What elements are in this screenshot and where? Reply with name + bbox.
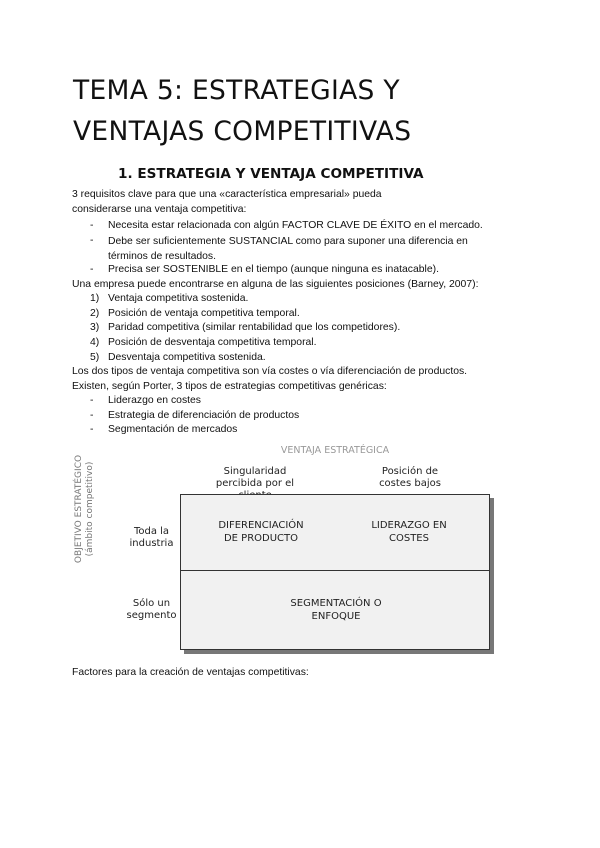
intro-paragraph: 3 requisitos clave para que una «característica empresarial» pueda considerarse una ventaja competitiva: [72, 189, 382, 215]
bullet-dash: - [90, 264, 94, 275]
strategy-1: Liderazgo en costes [108, 395, 201, 406]
column-header-uniqueness: Singularidad percibida por el [215, 466, 295, 489]
position-4: Posición de desventaja competitiva temporal. [108, 337, 317, 348]
position-1: Ventaja competitiva sostenida. [108, 293, 249, 304]
position-number: 2) [90, 308, 100, 319]
requirement-1: Necesita estar relacionada con algún FACTOR CLAVE DE ÉXITO en el mercado. [108, 220, 483, 231]
positions-intro: Una empresa puede encontrarse en alguna de las siguientes posiciones (Barney, 2007): [72, 279, 479, 290]
title-line-2: VENTAJAS COMPETITIVAS [73, 116, 412, 147]
strategy-matrix [180, 494, 490, 650]
section-title: ESTRATEGIA Y VENTAJA COMPETITIVA [137, 166, 424, 182]
bullet-dash: - [90, 424, 94, 435]
requirement-2: Debe ser suficientemente SUSTANCIAL como para suponer una diferencia en términos de resultados. [108, 236, 468, 262]
types-line-1: Los dos tipos de ventaja competitiva son vía costes o vía diferenciación de productos. [72, 366, 468, 377]
document-title [73, 70, 553, 152]
position-2: Posición de ventaja competitiva temporal. [108, 308, 300, 319]
side-title-text: OBJETIVO ESTRATÉGICO [74, 454, 84, 564]
section-heading [118, 166, 424, 182]
position-number: 3) [90, 322, 100, 333]
requirement-3: Precisa ser SOSTENIBLE en el tiempo (aunque ninguna es inatacable). [108, 264, 439, 275]
bullet-dash: - [90, 220, 94, 231]
diagram-top-title: VENTAJA ESTRATÉGICA [280, 445, 390, 456]
position-5: Desventaja competitiva sostenida. [108, 352, 266, 363]
types-line-2: Existen, según Porter, 3 tipos de estrategias competitivas genéricas: [72, 381, 387, 392]
diagram-side-title [74, 444, 96, 574]
position-number: 4) [90, 337, 100, 348]
side-subtitle-text: (ámbito competitivo) [85, 461, 95, 557]
position-number: 5) [90, 352, 100, 363]
strategy-3: Segmentación de mercados [108, 424, 238, 435]
factors-line: Factores para la creación de ventajas competitivas: [72, 667, 309, 678]
row-header-segment: Sólo un segmento [126, 598, 177, 621]
title-line-1: TEMA 5: ESTRATEGIAS Y [73, 75, 400, 106]
bullet-dash: - [90, 235, 94, 246]
row-header-industry: Toda la industria [129, 526, 174, 549]
cell-differentiation: DIFERENCIACIÓN DE PRODUCTO [218, 520, 304, 544]
porter-strategies-diagram [74, 444, 510, 654]
bullet-dash: - [90, 410, 94, 421]
column-header-low-cost: Posición de costes bajos [379, 466, 441, 489]
position-3: Paridad competitiva (similar rentabilidad que los competidores). [108, 322, 401, 333]
matrix-divider [181, 570, 489, 571]
cell-segmentation: SEGMENTACIÓN O ENFOQUE [290, 598, 382, 622]
position-number: 1) [90, 293, 100, 304]
section-number: 1. [118, 166, 133, 182]
bullet-dash: - [90, 395, 94, 406]
strategy-2: Estrategia de diferenciación de productos [108, 410, 300, 421]
cell-cost-leadership: LIDERAZGO EN COSTES [371, 520, 447, 544]
